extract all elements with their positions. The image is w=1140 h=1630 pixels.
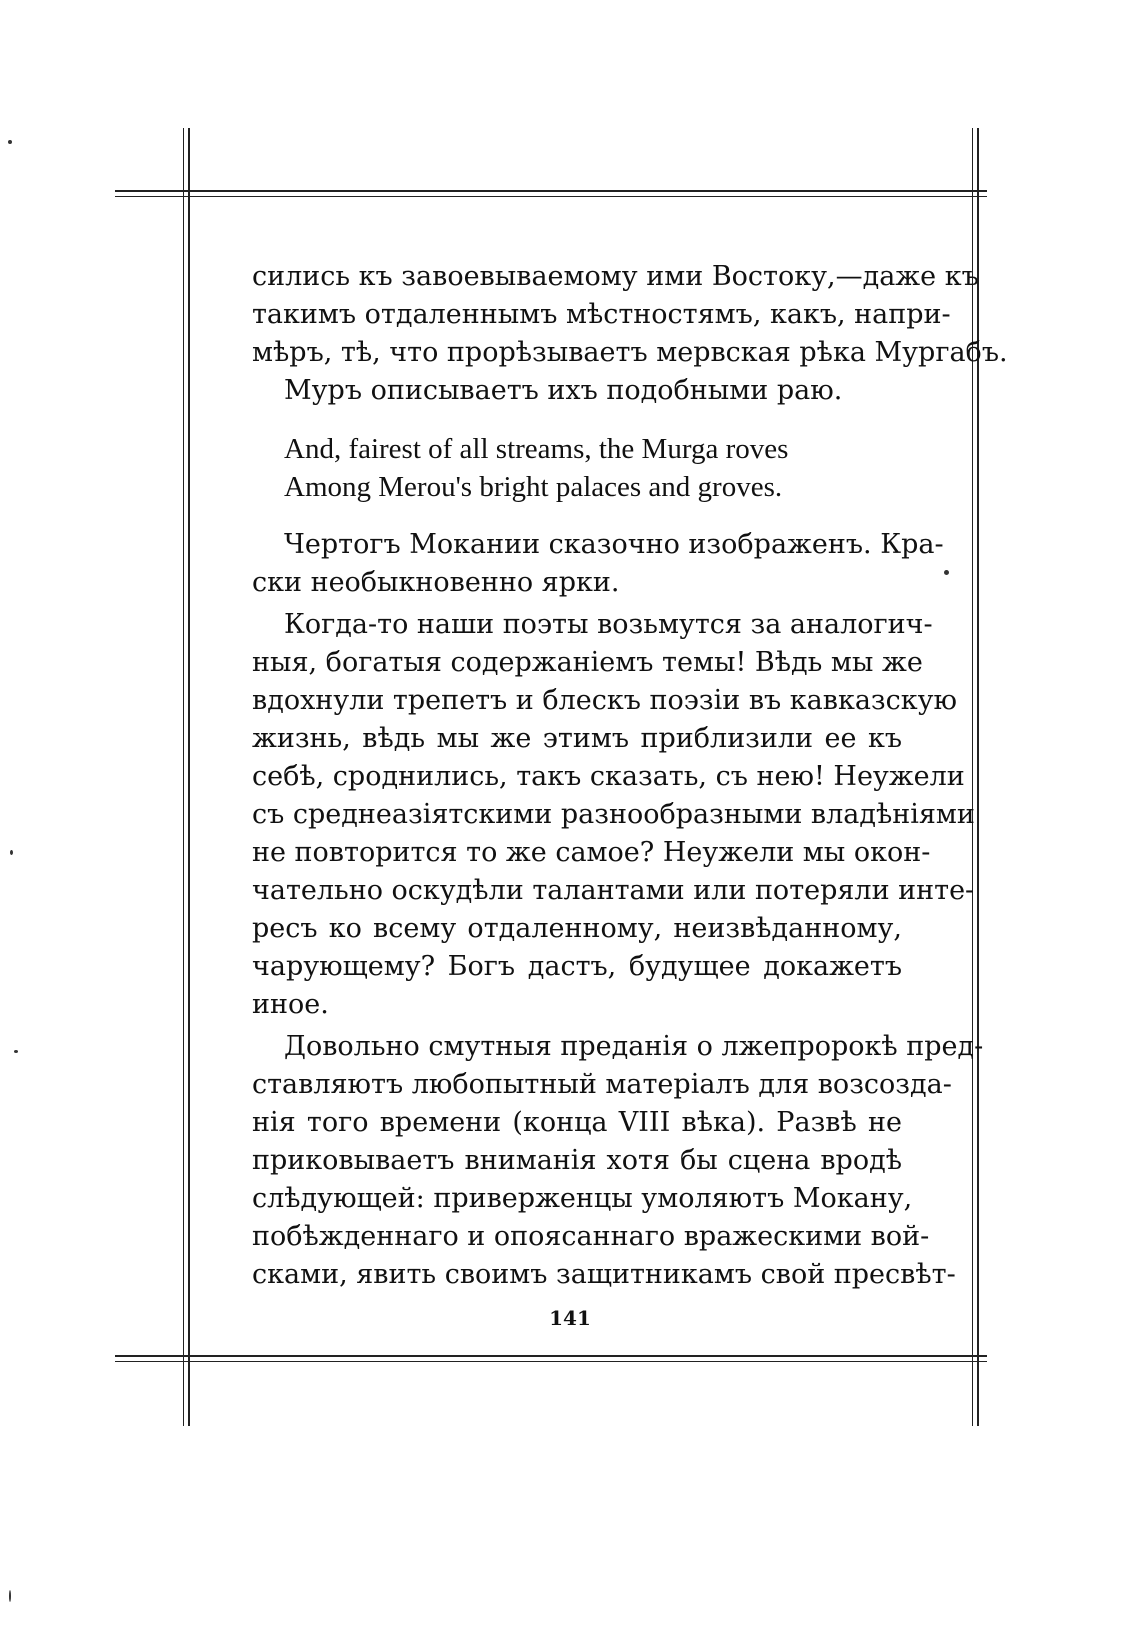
text-line: не повторится то же самое? Неужели мы окон- bbox=[252, 837, 931, 868]
text-line: побѣжденнаго и опоясаннаго вражескими вой- bbox=[252, 1221, 930, 1252]
scan-speck bbox=[8, 140, 12, 144]
scan-speck bbox=[944, 570, 949, 575]
text-line: съ среднеазіятскими разнообразными владѣніями bbox=[252, 799, 975, 830]
text-line: чательно оскудѣли талантами или потеряли инте- bbox=[252, 875, 975, 906]
text-line: ресъ ко всему отдаленному, неизвѣданному, bbox=[252, 913, 902, 944]
text-line: приковываетъ вниманія хотя бы сцена вродѣ bbox=[252, 1145, 902, 1176]
text-line: мѣръ, тѣ, что прорѣзываетъ мервская рѣка Мургабъ. bbox=[252, 337, 1008, 368]
text-line: чарующему? Богъ дастъ, будущее докажетъ bbox=[252, 951, 902, 982]
text-line: жизнь, вѣдь мы же этимъ приблизили ее къ bbox=[252, 723, 902, 754]
right-rule bbox=[972, 128, 979, 1426]
text-line: такимъ отдаленнымъ мѣстностямъ, какъ, напри- bbox=[252, 299, 951, 330]
paragraph bbox=[252, 372, 902, 410]
text-line: Довольно смутныя преданія о лжепророкѣ пред- bbox=[284, 1031, 984, 1062]
scan-speck bbox=[14, 1050, 18, 1053]
scan-speck bbox=[9, 1590, 11, 1602]
text-line: ныя, богатыя содержаніемъ темы! Вѣдь мы же bbox=[252, 647, 923, 678]
text-line: вдохнули трепетъ и блескъ поэзіи въ кавказскую bbox=[252, 685, 958, 716]
paragraph bbox=[252, 1028, 984, 1294]
text-line: ски необыкновенно ярки. bbox=[252, 567, 620, 598]
text-line: Когда-то наши поэты возьмутся за аналогич- bbox=[284, 609, 933, 640]
verse-line: Among Merou's bright palaces and groves. bbox=[284, 471, 783, 503]
paragraph bbox=[252, 258, 1008, 372]
page-number: 141 bbox=[549, 1306, 591, 1330]
text-line: сились къ завоевываемому ими Востоку,—даже къ bbox=[252, 261, 979, 292]
paragraph bbox=[252, 526, 944, 602]
bottom-rule bbox=[115, 1355, 987, 1362]
text-line: Муръ описываетъ ихъ подобными раю. bbox=[284, 375, 843, 406]
text-line: слѣдующей: приверженцы умоляютъ Мокану, bbox=[252, 1183, 913, 1214]
page-body bbox=[252, 258, 1008, 1294]
text-line: Чертогъ Мокании сказочно изображенъ. Кра- bbox=[284, 529, 944, 560]
text-line: сками, явить своимъ защитникамъ свой пресвѣт- bbox=[252, 1259, 956, 1290]
verse-line: And, fairest of all streams, the Murga roves bbox=[284, 433, 789, 465]
left-rule bbox=[183, 128, 190, 1426]
verse-quote bbox=[252, 430, 902, 506]
text-line: ставляютъ любопытный матеріалъ для возсозда- bbox=[252, 1069, 952, 1100]
text-line: себѣ, сроднились, такъ сказать, съ нею! Неужели bbox=[252, 761, 965, 792]
text-line: нія того времени (конца VIII вѣка). Развѣ не bbox=[252, 1107, 902, 1138]
paragraph bbox=[252, 606, 975, 1024]
scan-speck bbox=[10, 850, 13, 855]
top-rule bbox=[115, 190, 987, 197]
text-line: иное. bbox=[252, 989, 329, 1020]
